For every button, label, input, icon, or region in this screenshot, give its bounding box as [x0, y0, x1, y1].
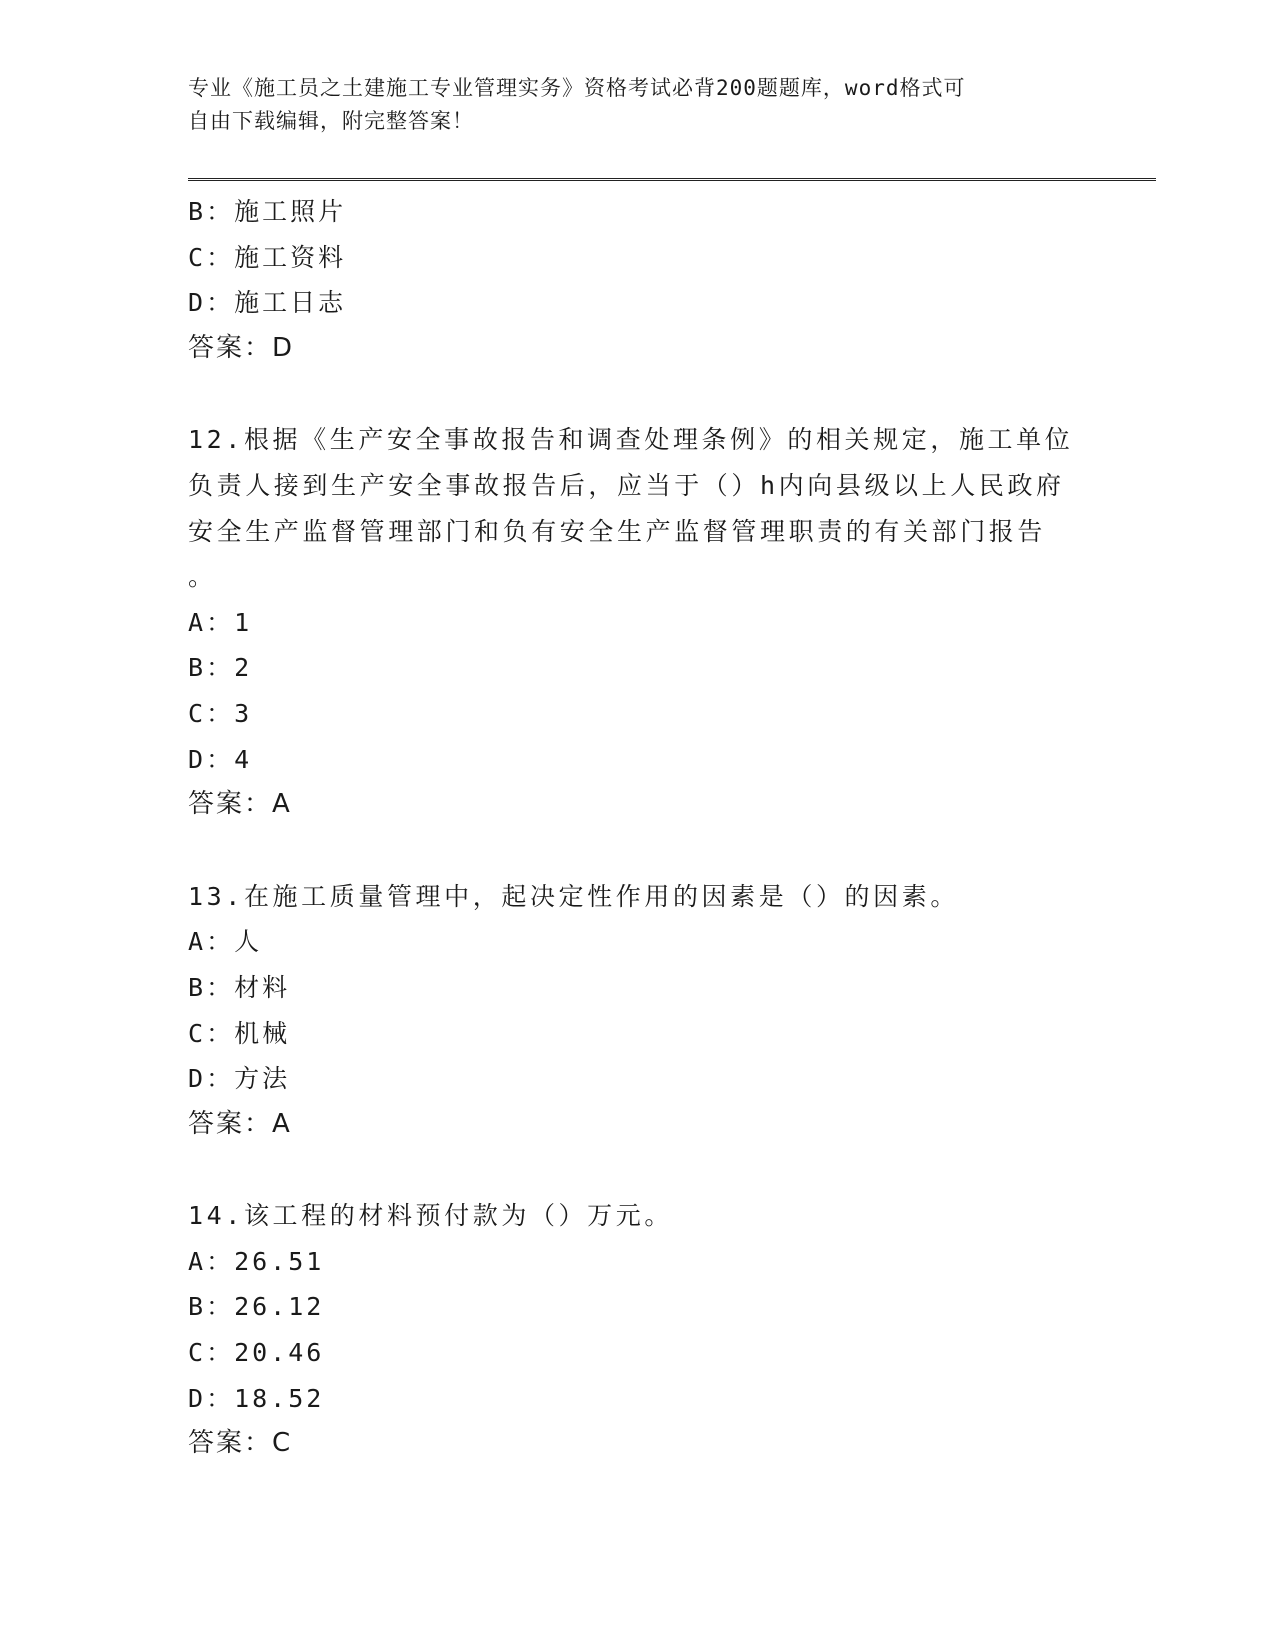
header-line-2: 自由下载编辑，附完整答案！: [188, 109, 474, 133]
option-b: B：26.12: [188, 1292, 325, 1322]
option-d: D：4: [188, 744, 253, 774]
answer-line: 答案：C: [188, 1428, 293, 1459]
header-divider: [188, 178, 1156, 181]
question-fragment: [188, 189, 1088, 371]
question-stem-line: 14.该工程的材料预付款为（）万元。: [188, 1201, 673, 1231]
option-a: A：26.51: [188, 1246, 325, 1276]
option-d: D：方法: [188, 1064, 291, 1094]
question-12: [188, 417, 1088, 827]
question-13: [188, 874, 1088, 1148]
question-stem-line: 负责人接到生产安全事故报告后，应当于（）h内向县级以上人民政府: [188, 470, 1065, 500]
page-header: [188, 72, 1068, 138]
header-line-1: 专业《施工员之土建施工专业管理实务》资格考试必背200题题库，word格式可: [188, 76, 966, 100]
question-14: [188, 1193, 1088, 1467]
answer-line: 答案：D: [188, 332, 295, 363]
question-stem-line: 。: [188, 562, 217, 592]
question-stem-line: 安全生产监督管理部门和负有安全生产监督管理职责的有关部门报告: [188, 516, 1047, 546]
answer-line: 答案：A: [188, 1108, 292, 1139]
question-stem-line: 13.在施工质量管理中，起决定性作用的因素是（）的因素。: [188, 881, 959, 911]
option-c: C：20.46: [188, 1338, 325, 1368]
option-c: C：机械: [188, 1018, 291, 1048]
option-c: C：施工资料: [188, 242, 347, 272]
question-stem-line: 12.根据《生产安全事故报告和调查处理条例》的相关规定，施工单位: [188, 425, 1074, 455]
option-c: C：3: [188, 698, 253, 728]
answer-line: 答案：A: [188, 789, 292, 820]
option-d: D：施工日志: [188, 288, 347, 318]
option-a: A：人: [188, 927, 263, 957]
question-content: [188, 189, 1088, 1467]
option-a: A：1: [188, 607, 253, 637]
option-b: B：2: [188, 653, 253, 683]
option-b: B：材料: [188, 972, 291, 1002]
option-b: B：施工照片: [188, 197, 347, 226]
option-d: D：18.52: [188, 1383, 325, 1413]
